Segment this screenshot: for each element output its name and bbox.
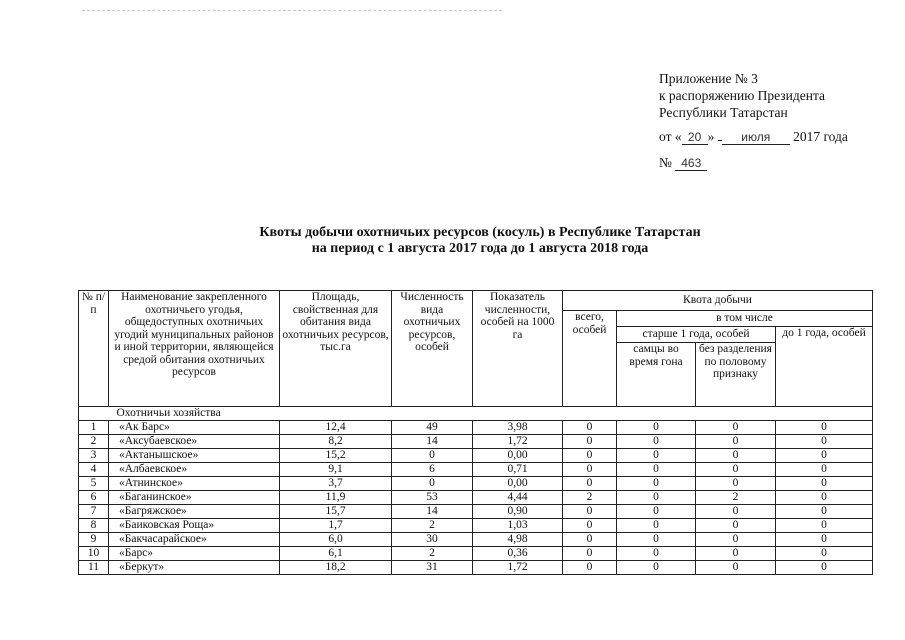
- row-young: 0: [776, 519, 873, 533]
- order-number: [659, 155, 707, 171]
- row-area: 15,2: [280, 449, 392, 463]
- row-nosex: 0: [696, 463, 776, 477]
- row-number: 9: [79, 533, 109, 547]
- number-prefix: №: [659, 155, 672, 170]
- document-title: [0, 225, 905, 257]
- header-total: всего, особей: [563, 311, 617, 407]
- appendix-line: Республики Татарстан: [659, 105, 788, 120]
- table-row: [79, 533, 873, 547]
- title-line-2: на период с 1 августа 2017 года до 1 августа 2018 года: [311, 241, 649, 256]
- row-number: 6: [79, 491, 109, 505]
- row-young: 0: [776, 449, 873, 463]
- row-young: 0: [776, 505, 873, 519]
- row-young: 0: [776, 477, 873, 491]
- row-nosex: 0: [696, 547, 776, 561]
- row-number: 3: [79, 449, 109, 463]
- quota-table: [78, 290, 873, 575]
- row-males: 0: [617, 561, 696, 575]
- table-row: [79, 449, 873, 463]
- row-density: 0,36: [473, 547, 563, 561]
- row-area: 15,7: [280, 505, 392, 519]
- header-nosex: без разделения по половому признаку: [696, 343, 776, 407]
- row-name: «Барс»: [109, 547, 280, 561]
- order-date: [659, 129, 848, 145]
- row-density: 1,72: [473, 435, 563, 449]
- row-young: 0: [776, 463, 873, 477]
- row-area: 12,4: [280, 421, 392, 435]
- group-hunting-farms: Охотничьи хозяйства: [109, 407, 873, 421]
- row-males: 0: [617, 547, 696, 561]
- table-row: [79, 561, 873, 575]
- row-young: 0: [776, 561, 873, 575]
- row-area: 11,9: [280, 491, 392, 505]
- row-area: 9,1: [280, 463, 392, 477]
- row-area: 8,2: [280, 435, 392, 449]
- row-nosex: 0: [696, 477, 776, 491]
- row-density: 4,44: [473, 491, 563, 505]
- row-number: 4: [79, 463, 109, 477]
- row-area: 6,0: [280, 533, 392, 547]
- row-name: «Багряжское»: [109, 505, 280, 519]
- title-line-1: Квоты добычи охотничьих ресурсов (косуль) в Республике Татарстан: [259, 225, 701, 240]
- table-row: [79, 491, 873, 505]
- row-total: 0: [563, 463, 617, 477]
- date-prefix: от «: [659, 129, 682, 144]
- row-name: «Бакчасарайское»: [109, 533, 280, 547]
- row-population: 0: [392, 477, 473, 491]
- row-name: «Баганинское»: [109, 491, 280, 505]
- appendix-block: [659, 70, 825, 121]
- row-nosex: 0: [696, 519, 776, 533]
- header-name: Наименование закрепленного охотничьего угодья, общедоступных охотничьих угодий муниципальных районов и иной территории, являющейся средой обитания охотничьих ресурсов: [109, 291, 280, 407]
- row-males: 0: [617, 533, 696, 547]
- header-quota: Квота добычи: [563, 291, 873, 311]
- row-density: 3,98: [473, 421, 563, 435]
- row-nosex: 0: [696, 561, 776, 575]
- header-num: № п/п: [79, 291, 109, 407]
- row-total: 0: [563, 505, 617, 519]
- row-total: 0: [563, 421, 617, 435]
- row-population: 14: [392, 505, 473, 519]
- date-day: 20: [682, 131, 708, 145]
- row-population: 2: [392, 519, 473, 533]
- row-area: 6,1: [280, 547, 392, 561]
- table-row: [79, 547, 873, 561]
- row-total: 2: [563, 491, 617, 505]
- row-area: 18,2: [280, 561, 392, 575]
- row-population: 30: [392, 533, 473, 547]
- row-population: 49: [392, 421, 473, 435]
- table-row: [79, 477, 873, 491]
- row-population: 0: [392, 449, 473, 463]
- row-name: «Баиковская Роща»: [109, 519, 280, 533]
- table-row: [79, 519, 873, 533]
- row-population: 6: [392, 463, 473, 477]
- row-density: 0,71: [473, 463, 563, 477]
- row-name: «Албаевское»: [109, 463, 280, 477]
- row-total: 0: [563, 519, 617, 533]
- appendix-line: к распоряжению Президента: [659, 88, 826, 103]
- row-total: 0: [563, 533, 617, 547]
- row-density: 1,03: [473, 519, 563, 533]
- appendix-line: Приложение № 3: [659, 71, 758, 86]
- row-males: 0: [617, 505, 696, 519]
- row-young: 0: [776, 547, 873, 561]
- date-month: июля: [722, 131, 790, 145]
- row-nosex: 0: [696, 421, 776, 435]
- row-males: 0: [617, 449, 696, 463]
- row-nosex: 0: [696, 505, 776, 519]
- date-year: 2017 года: [793, 129, 848, 144]
- row-population: 31: [392, 561, 473, 575]
- row-area: 1,7: [280, 519, 392, 533]
- row-total: 0: [563, 449, 617, 463]
- row-density: 1,72: [473, 561, 563, 575]
- number-value: 463: [675, 157, 707, 171]
- row-males: 0: [617, 519, 696, 533]
- row-number: 8: [79, 519, 109, 533]
- row-density: 0,00: [473, 477, 563, 491]
- row-population: 2: [392, 547, 473, 561]
- row-males: 0: [617, 477, 696, 491]
- row-area: 3,7: [280, 477, 392, 491]
- row-young: 0: [776, 421, 873, 435]
- row-young: 0: [776, 491, 873, 505]
- row-number: 10: [79, 547, 109, 561]
- row-number: 2: [79, 435, 109, 449]
- row-number: 5: [79, 477, 109, 491]
- row-name: «Атнинское»: [109, 477, 280, 491]
- row-density: 4,98: [473, 533, 563, 547]
- row-number: 11: [79, 561, 109, 575]
- row-males: 0: [617, 421, 696, 435]
- row-number: 1: [79, 421, 109, 435]
- header-area: Площадь, свойственная для обитания вида охотничьих ресурсов, тыс.га: [280, 291, 392, 407]
- row-density: 0,00: [473, 449, 563, 463]
- table-row: [79, 505, 873, 519]
- row-nosex: 0: [696, 449, 776, 463]
- row-name: «Аксубаевское»: [109, 435, 280, 449]
- table-row: [79, 463, 873, 477]
- row-name: «Актанышское»: [109, 449, 280, 463]
- page-top-line: [82, 10, 502, 11]
- row-population: 53: [392, 491, 473, 505]
- row-total: 0: [563, 477, 617, 491]
- table-row: [79, 421, 873, 435]
- header-density: Показатель численности, особей на 1000 га: [473, 291, 563, 407]
- date-mid: »: [707, 129, 715, 144]
- row-nosex: 0: [696, 533, 776, 547]
- row-total: 0: [563, 561, 617, 575]
- row-nosex: 2: [696, 491, 776, 505]
- row-name: «Ак Барс»: [109, 421, 280, 435]
- row-population: 14: [392, 435, 473, 449]
- row-males: 0: [617, 463, 696, 477]
- header-including: в том числе: [617, 311, 873, 327]
- header-young: до 1 года, особей: [776, 327, 873, 407]
- row-young: 0: [776, 533, 873, 547]
- table-row: [79, 435, 873, 449]
- header-population: Численность вида охотничьих ресурсов, особей: [392, 291, 473, 407]
- row-males: 0: [617, 491, 696, 505]
- row-total: 0: [563, 435, 617, 449]
- header-males: самцы во время гона: [617, 343, 696, 407]
- row-males: 0: [617, 435, 696, 449]
- row-young: 0: [776, 435, 873, 449]
- row-density: 0,90: [473, 505, 563, 519]
- row-total: 0: [563, 547, 617, 561]
- row-number: 7: [79, 505, 109, 519]
- row-name: «Беркут»: [109, 561, 280, 575]
- row-nosex: 0: [696, 435, 776, 449]
- header-older: старше 1 года, особей: [617, 327, 776, 343]
